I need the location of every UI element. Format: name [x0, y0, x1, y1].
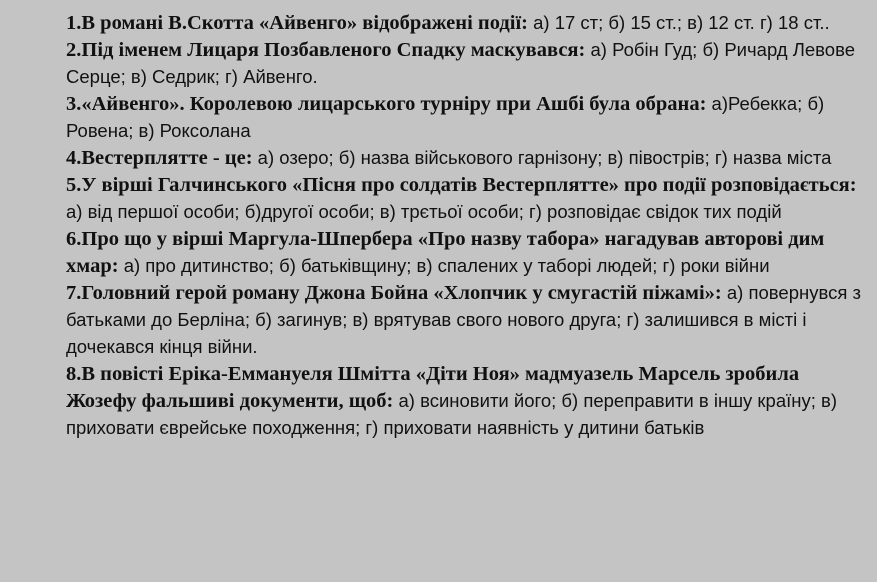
question-3: [66, 91, 866, 145]
question-7-text: 7.Головний герой роману Джона Бойна «Хлопчик у смугастій піжамі»:: [66, 282, 722, 304]
question-2-answers: а) Робін Гуд; б) Ричард Левове Серце; в) Седрик; г) Айвенго.: [66, 39, 855, 87]
question-6-text: 6.Про що у вірші Маргула-Шпербера «Про назву табора» нагадував авторові дим хмар:: [66, 228, 825, 277]
question-1-answers: а) 17 ст; б) 15 ст.; в) 12 ст. г) 18 ст..: [527, 12, 830, 33]
question-list: [66, 10, 866, 442]
question-2: [66, 37, 866, 91]
question-3-answers: а)Ребекка; б) Ровена; в) Роксолана: [66, 93, 825, 141]
question-6: [66, 226, 866, 280]
question-8-answers: а) всиновити його; б) переправити в іншу країну; в) приховати єврейське походження; г) приховати наявність у дитини батьків: [66, 390, 837, 438]
question-8: [66, 361, 866, 442]
question-4-answers: а) озеро; б) назва військового гарнізону; в) півострів; г) назва міста: [252, 147, 832, 168]
question-1: [66, 10, 866, 37]
question-3-text: 3.«Айвенго». Королевою лицарського турніру при Ашбі була обрана:: [66, 93, 707, 115]
question-1-text: 1.В романі В.Скотта «Айвенго» відображені події:: [66, 12, 528, 34]
question-2-text: 2.Під іменем Лицаря Позбавленого Спадку маскувався:: [66, 39, 586, 61]
question-7: [66, 280, 866, 361]
question-5-text: 5.У вірші Галчинського «Пісня про солдатів Вестерплятте» про події розповідається:: [66, 174, 857, 196]
question-5-answers: а) від першої особи; б)другої особи; в) трєтьої особи; г) розповідає свідок тих подій: [66, 201, 782, 222]
question-4: [66, 145, 866, 172]
question-4-text: 4.Вестерплятте - це:: [66, 147, 253, 169]
question-8-text: 8.В повісті Еріка-Еммануеля Шмітта «Діти Ноя» мадмуазель Марсель зробила Жозефу фальшиві документи, щоб:: [66, 363, 800, 412]
question-6-answers: а) про дитинство; б) батьківщину; в) спалених у таборі людей; г) роки війни: [118, 255, 770, 276]
question-5: [66, 172, 866, 226]
question-7-answers: а) повернувся з батьками до Берліна; б) загинув; в) врятував свого нового друга; г) залишився в місті і дочекався кінця війни.: [66, 282, 861, 357]
